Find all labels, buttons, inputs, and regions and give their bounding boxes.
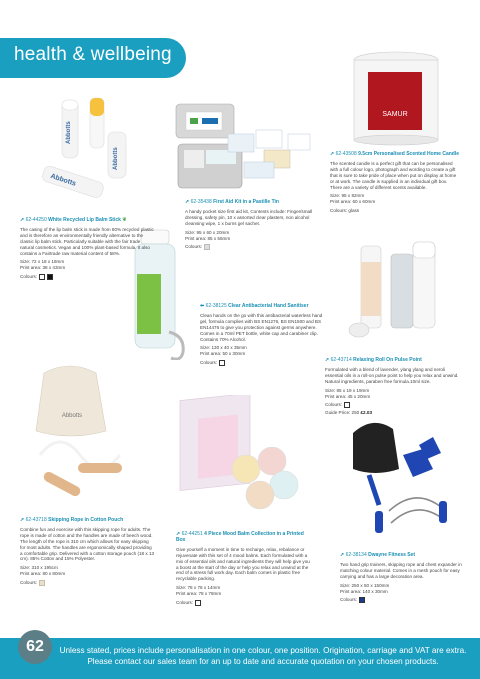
swatch-navy bbox=[359, 597, 365, 603]
product-size: Size: 78 x 78 x 14mm bbox=[176, 585, 221, 591]
product-description: A handy pocket size first aid kit, Contents include: Finger/small dressing, safety pin, 10 x assorted clear plasters, non alcohol cleansing wipe, 1 x burns gel sachet. bbox=[185, 208, 313, 226]
footer-line-2: Please contact our sales team for an up to date and accurate quotation on your chosen products. bbox=[87, 657, 439, 666]
arrow-icon: ⬅ bbox=[200, 303, 206, 309]
product-name: 9.5cm Personalised Scented Home Candle bbox=[358, 151, 459, 157]
product-size: Size: 95 x 60 x 20mm bbox=[185, 229, 230, 235]
product-size: Size: 95 x 82mm bbox=[330, 193, 365, 199]
product-name: Clear Antibacterial Hand Sanitiser bbox=[228, 303, 309, 309]
arrow-icon: ➚ bbox=[20, 217, 26, 223]
product-description: The casing of the lip balm stick is made from 80% recycled plastic and is therefore an environmentally friendly alternative to the classic lip balm stick. Particularly suitable with the fair trade natural cosmetics. Vegan and 100% plant-based formula. It also contains a Fairtrade raw material content of 58%. bbox=[20, 226, 154, 256]
arrow-icon: ➚ bbox=[20, 517, 26, 523]
colours: Colours: bbox=[20, 580, 155, 586]
arrow-icon: ➚ bbox=[176, 531, 182, 537]
swatch-black bbox=[47, 274, 53, 280]
product-name: 4 Piece Mood Balm Collection in a Printed Box bbox=[176, 531, 304, 543]
product-print-area: Print area: 45 x 20mm bbox=[325, 393, 371, 399]
product-description: Give yourself a moment in time to recharge, relax, rebalance or rejuvenate with this set of 4 mood balms. Each formulated with a mix of essential oils and natural ingredients they will help give you a boost at the start of the day or help you relax and unwind at the end of a stress full work day. Each balm comes in plastic free recyclable packing. bbox=[176, 546, 310, 582]
product-description: The scented candle is a perfect gift that can be personalised with a full colour logo, photograph and wording to create a gift that is sure to take pride of place when put on display at home or at work. The candle is supplied in an individual gift box. There are a variety of different scents available. bbox=[330, 160, 457, 190]
product-size: Size: 130 x 40 x 35mm bbox=[200, 345, 247, 351]
product-description: Clean hands on the go with this antibacterial waterless hand gel, formula complies with BS EN1276, BS EN1500 and BS EN14476 to give you protection against germs anywhere. Comes in a 70ml PET bottle, white cap and carabiner clip. Contains 70% Alcohol. bbox=[200, 312, 323, 342]
colours: Colours: bbox=[200, 360, 330, 366]
candle-image bbox=[346, 46, 446, 146]
swatch-white bbox=[195, 600, 201, 606]
colours: Colours: bbox=[185, 244, 315, 250]
product-print-area: Print area: 140 x 30mm bbox=[340, 588, 388, 594]
product-name: White Recycled Lip Balm Stick bbox=[48, 217, 121, 223]
colours: Colours: glass bbox=[330, 208, 360, 214]
arrow-icon: ➚ bbox=[185, 199, 191, 205]
colours: Colours: bbox=[325, 402, 460, 408]
product-lip-balm: ➚ 62-44250 White Recycled Lip Balm Stick ❦ The casing of the lip balm stick is made from 80% recycled plastic and is therefore an environmentally friendly alternative to the classic lip balm stick. Particularly suitable with the fair trade natural cosmetics. Vegan and 100% plant-based formula. It also contains a Fairtrade raw material content of 58%. Size: 72 x 18 x 18mm Print area: 38 x 43mm Colours: bbox=[20, 217, 154, 280]
fitness-set-image bbox=[345, 415, 455, 550]
svg-text:Abbotts: Abbotts bbox=[49, 172, 77, 188]
product-description: Formulated with a blend of lavender, ylang ylang and neroli essential oils in a roll-on pulse point to help you relax and unwind. Natural ingredients, paraben free formula.10ml size. bbox=[325, 366, 459, 384]
first-aid-kit-image bbox=[168, 100, 323, 195]
product-candle: ➚ 62-43508 9.5cm Personalised Scented Home Candle The scented candle is a perfect gift that can be personalised with a full colour logo, photograph and wording to create a gift that is sure to take pride of place when put on display at home or at work. The candle is supplied in an individual gift box. There are a variety of different scents available. Size: 95 x 82mm Print area: 60 x 60mm Colours: glass bbox=[330, 151, 459, 214]
product-description: Combine fun and exercise with this skipping rope for adults. The rope is made of cotton and the handles are made of beech wood. The length of the rope is 310 cm which allows for easy skipping for most adults. The handles are ergonomically shaped providing a comfortable grip. Delivered with a cotton storage pouch (18 x 13 cm). 85% Cotton and 15% Polyester. bbox=[20, 526, 155, 562]
guide-price-value: £2.03 bbox=[360, 410, 372, 416]
svg-text:Abbotts: Abbotts bbox=[113, 147, 119, 170]
swatch-white bbox=[219, 360, 225, 366]
product-size: Size: 72 x 18 x 18mm bbox=[20, 259, 65, 265]
product-print-area: Print area: 78 x 78mm bbox=[176, 591, 222, 597]
footer-line-1: Unless stated, prices include personalisation in one colour, one position. Origination, carriage and VAT are extra. bbox=[59, 646, 467, 655]
product-name: Dwayne Fitness Set bbox=[368, 552, 416, 558]
swatch-white bbox=[344, 402, 350, 408]
product-roll-on: ➚ 62-43714 Relaxing Roll On Pulse Point Formulated with a blend of lavender, ylang ylang and neroli essential oils in a roll-on pulse point to help you relax and unwind. Natural ingredients, paraben free formula.10ml size. Size: 85 x 19 x 19mm Print area: 45 x 20mm Colours: Guide Price: 250 £2.03 bbox=[325, 357, 459, 416]
product-mood-balm: ➚ 62-44251 4 Piece Mood Balm Collection in a Printed Box Give yourself a moment in time to recharge, relax, rebalance or rejuvenate with this set of 4 mood balms. Each formulated with a mix of essential oils and natural ingredients they will help give you a boost at the start of the day or help you relax and unwind at the end of a stress full work day. Each balm comes in plastic free recyclable packing. Size: 78 x 78 x 14mm Print area: 78 x 78mm Colours: bbox=[176, 531, 310, 606]
product-skipping-rope: ➚ 62-43718 Skipping Rope in Cotton Pouch Combine fun and exercise with this skipping rope for adults. The rope is made of cotton and the handles are made of beech wood. The length of the rope is 310 cm which allows for easy skipping for most adults. The handles are ergonomically shaped providing a comfortable grip. Delivered with a cotton storage pouch (18 x 13 cm). 85% Cotton and 15% Polyester. Size: 310 x 195cm Print area: 80 x 80mm Colours: bbox=[20, 517, 155, 586]
product-name: First Aid Kit in a Pastille Tin bbox=[213, 199, 279, 205]
swatch-natural bbox=[39, 580, 45, 586]
skipping-rope-image bbox=[20, 355, 140, 505]
candle-brand: SAMUR bbox=[382, 111, 408, 118]
swatch-silver bbox=[204, 244, 210, 250]
arrow-icon: ➚ bbox=[325, 357, 331, 363]
product-size: Size: 85 x 19 x 19mm bbox=[325, 387, 370, 393]
colours: Colours: bbox=[176, 600, 311, 606]
product-print-area: Print area: 50 x 30mm bbox=[200, 351, 246, 357]
product-first-aid-kit: ➚ 62-35438 First Aid Kit in a Pastille Tin A handy pocket size first aid kit, Contents include: Finger/small dressing, safety pin, 10 x assorted clear plasters, non alcohol cleansing wipe, 1 x burns gel sachet. Size: 95 x 60 x 20mm Print area: 85 x 55mm Colours: bbox=[185, 200, 315, 250]
colours: Colours: bbox=[20, 274, 155, 280]
swatch-white bbox=[39, 274, 45, 280]
colours: Colours: bbox=[340, 597, 465, 603]
leaf-icon: ❦ bbox=[122, 217, 127, 223]
roll-on-image bbox=[345, 238, 445, 348]
product-size: Size: 250 x 50 x 150mm bbox=[340, 582, 390, 588]
page-number: 62 bbox=[18, 630, 52, 664]
section-banner bbox=[0, 38, 186, 78]
product-description: Two hand grip trainers, skipping rope and chest expander in matching colour material. Comes in a mesh pouch for easy carrying and has a large decoration area. bbox=[340, 561, 462, 579]
product-name: Skipping Rope in Cotton Pouch bbox=[48, 517, 124, 523]
product-print-area: Print area: 38 x 43mm bbox=[20, 265, 66, 271]
product-fitness-set: ➚ 62-38134 Dwayne Fitness Set Two hand grip trainers, skipping rope and chest expander in matching colour material. Comes in a mesh pouch for easy carrying and has a large decoration area. Size: 250 x 50 x 150mm Print area: 140 x 30mm Colours: bbox=[340, 553, 465, 603]
lip-balm-brand: Abbotts bbox=[66, 121, 72, 144]
guide-price: Guide Price: 250 £2.03 bbox=[325, 410, 372, 416]
lip-balm-image bbox=[36, 92, 146, 210]
arrow-icon: ➚ bbox=[330, 151, 336, 157]
product-name: Relaxing Roll On Pulse Point bbox=[353, 357, 422, 363]
pouch-label: Abbotts bbox=[61, 413, 83, 419]
mood-balm-image bbox=[176, 395, 306, 515]
product-print-area: Print area: 60 x 60mm bbox=[330, 199, 376, 205]
product-hand-sanitiser: ⬅ 62-38125 Clear Antibacterial Hand Sanitiser Clean hands on the go with this antibacterial waterless hand gel, formula complies with BS EN1276, BS EN1500 and BS EN14476 to give you protection against germs anywhere. Comes in a 70ml PET bottle, white cap and carabiner clip. Contains 70% Alcohol. Size: 130 x 40 x 35mm Print area: 50 x 30mm Colours: bbox=[200, 304, 330, 366]
product-print-area: Print area: 80 x 80mm bbox=[20, 571, 66, 577]
footer-text bbox=[58, 645, 468, 667]
arrow-icon: ➚ bbox=[340, 552, 346, 558]
product-print-area: Print area: 85 x 55mm bbox=[185, 235, 231, 241]
section-title: health & wellbeing bbox=[14, 44, 172, 65]
product-size: Size: 310 x 195cm bbox=[20, 565, 58, 571]
